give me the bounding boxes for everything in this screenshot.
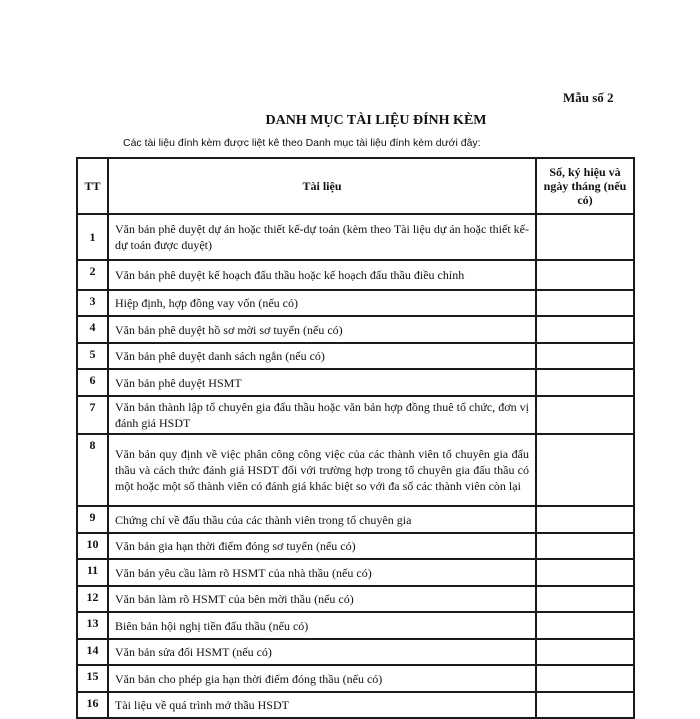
document-name: Văn bản yêu cầu làm rõ HSMT của nhà thầu (nếu có) bbox=[108, 559, 536, 586]
reference-cell bbox=[536, 396, 634, 434]
reference-cell bbox=[536, 533, 634, 559]
row-number: 1 bbox=[77, 214, 108, 260]
row-number: 8 bbox=[77, 434, 108, 506]
document-name: Văn bản quy định về việc phân công công việc của các thành viên tổ chuyên gia đấu thầu và cách thức đánh giá HSDT đối với trường hợp trong tổ chuyên gia đấu thầu có một hoặc một số thành viên có đánh giá khác biệt so với đa số các thành viên còn lại bbox=[108, 434, 536, 506]
row-number: 11 bbox=[77, 559, 108, 586]
attachment-table bbox=[76, 157, 635, 719]
reference-cell bbox=[536, 343, 634, 369]
row-number: 2 bbox=[77, 260, 108, 290]
document-name: Văn bản làm rõ HSMT của bên mời thầu (nếu có) bbox=[108, 586, 536, 612]
reference-cell bbox=[536, 316, 634, 343]
reference-cell bbox=[536, 612, 634, 639]
document-name: Văn bản phê duyệt HSMT bbox=[108, 369, 536, 396]
reference-cell bbox=[536, 290, 634, 316]
table-row bbox=[77, 533, 634, 559]
reference-cell bbox=[536, 559, 634, 586]
reference-cell bbox=[536, 639, 634, 665]
header-reference: Số, ký hiệu và ngày tháng (nếu có) bbox=[536, 158, 634, 214]
table-row bbox=[77, 214, 634, 260]
document-name: Văn bản phê duyệt hồ sơ mời sơ tuyển (nếu có) bbox=[108, 316, 536, 343]
table-row bbox=[77, 369, 634, 396]
row-number: 3 bbox=[77, 290, 108, 316]
row-number: 7 bbox=[77, 396, 108, 434]
table-row bbox=[77, 639, 634, 665]
row-number: 10 bbox=[77, 533, 108, 559]
row-number: 4 bbox=[77, 316, 108, 343]
document-name: Văn bản thành lập tổ chuyên gia đấu thầu hoặc văn bản hợp đồng thuê tổ chức, đơn vị đánh giá HSDT bbox=[108, 396, 536, 434]
row-number: 16 bbox=[77, 692, 108, 718]
header-document: Tài liệu bbox=[108, 158, 536, 214]
document-name: Biên bản hội nghị tiền đấu thầu (nếu có) bbox=[108, 612, 536, 639]
row-number: 13 bbox=[77, 612, 108, 639]
reference-cell bbox=[536, 506, 634, 533]
document-title: DANH MỤC TÀI LIỆU ĐÍNH KÈM bbox=[265, 113, 487, 128]
table-row bbox=[77, 665, 634, 692]
table-row bbox=[77, 692, 634, 718]
form-code: Mẫu số 2 bbox=[563, 90, 614, 105]
table-row bbox=[77, 506, 634, 533]
row-number: 5 bbox=[77, 343, 108, 369]
table-row bbox=[77, 434, 634, 506]
table-row bbox=[77, 612, 634, 639]
document-name: Tài liệu về quá trình mở thầu HSDT bbox=[108, 692, 536, 718]
reference-cell bbox=[536, 434, 634, 506]
reference-cell bbox=[536, 665, 634, 692]
row-number: 14 bbox=[77, 639, 108, 665]
document-name: Văn bản gia hạn thời điểm đóng sơ tuyển (nếu có) bbox=[108, 533, 536, 559]
row-number: 15 bbox=[77, 665, 108, 692]
document-name: Văn bản phê duyệt dự án hoặc thiết kế-dự toán (kèm theo Tài liệu dự án hoặc thiết kế-dự toán được duyệt) bbox=[108, 214, 536, 260]
row-number: 9 bbox=[77, 506, 108, 533]
row-number: 6 bbox=[77, 369, 108, 396]
document-subtitle: Các tài liệu đính kèm được liệt kê theo Danh mục tài liệu đính kèm dưới đây: bbox=[123, 137, 481, 149]
document-name: Chứng chỉ về đấu thầu của các thành viên trong tổ chuyên gia bbox=[108, 506, 536, 533]
table-row bbox=[77, 290, 634, 316]
table-row bbox=[77, 396, 634, 434]
document-name: Hiệp định, hợp đồng vay vốn (nếu có) bbox=[108, 290, 536, 316]
document-name: Văn bản cho phép gia hạn thời điểm đóng thầu (nếu có) bbox=[108, 665, 536, 692]
table-header-row bbox=[77, 158, 634, 214]
reference-cell bbox=[536, 214, 634, 260]
reference-cell bbox=[536, 260, 634, 290]
reference-cell bbox=[536, 369, 634, 396]
table-row bbox=[77, 559, 634, 586]
reference-cell bbox=[536, 586, 634, 612]
table-row bbox=[77, 343, 634, 369]
table-row bbox=[77, 316, 634, 343]
document-name: Văn bản phê duyệt danh sách ngắn (nếu có) bbox=[108, 343, 536, 369]
reference-cell bbox=[536, 692, 634, 718]
header-tt: TT bbox=[77, 158, 108, 214]
table-row bbox=[77, 586, 634, 612]
row-number: 12 bbox=[77, 586, 108, 612]
table-row bbox=[77, 260, 634, 290]
document-name: Văn bản sửa đổi HSMT (nếu có) bbox=[108, 639, 536, 665]
document-name: Văn bản phê duyệt kế hoạch đấu thầu hoặc kế hoạch đấu thầu điều chỉnh bbox=[108, 260, 536, 290]
